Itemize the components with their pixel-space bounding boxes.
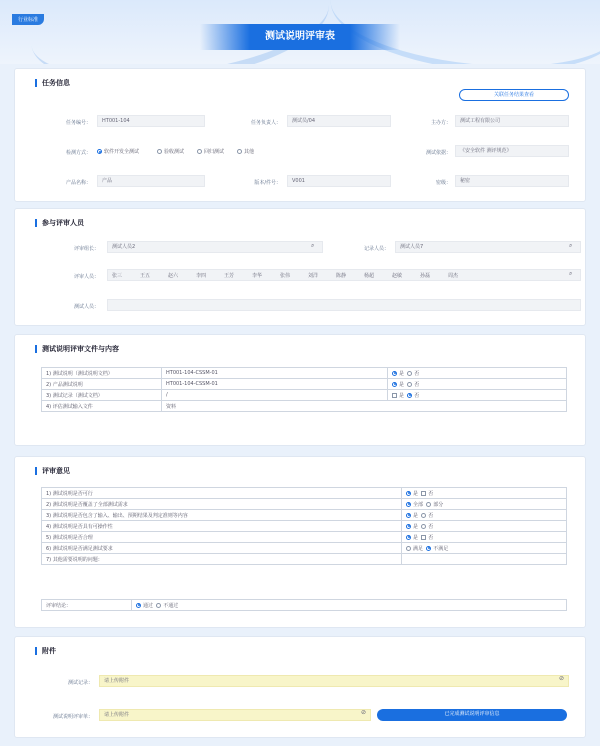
- member-name: 赵六: [168, 273, 179, 279]
- attach-card: [14, 636, 586, 738]
- radio-checked-icon: [406, 535, 411, 540]
- test-type-option[interactable]: 验收测试: [157, 148, 184, 155]
- secret-field[interactable]: 秘密: [455, 175, 569, 187]
- paperclip-icon[interactable]: ⊘: [559, 675, 565, 682]
- section-title: 附件: [35, 647, 56, 655]
- table-row: [42, 401, 567, 412]
- section-title: 评审意见: [35, 467, 70, 475]
- row-label: 4) 测试说明是否具有可操作性: [42, 521, 402, 532]
- row-options[interactable]: 是 否: [388, 390, 567, 401]
- radio-icon: [237, 149, 242, 154]
- org-label: 主办方：: [430, 120, 451, 126]
- row-value[interactable]: /: [162, 390, 388, 401]
- radio-icon: [156, 603, 161, 608]
- row-value[interactable]: HT001-104-CSSM-01: [162, 368, 388, 379]
- radio-icon: [406, 546, 411, 551]
- row-options[interactable]: 是 否: [402, 510, 567, 521]
- row-label: 3) 测试记录（测试文档）: [42, 390, 162, 401]
- opinion-card: [14, 456, 586, 628]
- row-label: 3) 测试说明是否包含了输入、输出、预期结果及判定准则等内容: [42, 510, 402, 521]
- row-label: 5) 测试说明是否合理: [42, 532, 402, 543]
- radio-icon: [421, 513, 426, 518]
- search-icon[interactable]: ⌕: [311, 242, 315, 249]
- radio-icon: [426, 502, 431, 507]
- page-header: [0, 0, 600, 64]
- row-options[interactable]: 是 否: [388, 368, 567, 379]
- radio-icon: [421, 524, 426, 529]
- row-label: 4) 评估测试输入文件: [42, 401, 162, 412]
- docs-card: [14, 334, 586, 446]
- badge: 行业标准: [12, 14, 44, 25]
- docs-table: [41, 367, 567, 412]
- row-label: 2) 产品测试说明: [42, 379, 162, 390]
- task-no-label: 任务编号：: [65, 120, 91, 126]
- radio-checked-icon: [392, 371, 397, 376]
- leader-label: 评审组长：: [73, 246, 99, 252]
- member-name: 赵敏: [392, 273, 403, 279]
- radio-checked-icon: [426, 546, 431, 551]
- product-label: 产品名称：: [65, 180, 91, 186]
- member-name: 张三: [112, 273, 123, 279]
- checkbox-icon: [421, 491, 426, 496]
- owner-label: 任务负责人：: [250, 120, 281, 126]
- member-name: 孙磊: [420, 273, 431, 279]
- test-type-option[interactable]: 回归测试: [197, 148, 224, 155]
- table-row: [42, 379, 567, 390]
- table-row: [42, 390, 567, 401]
- search-icon[interactable]: ⌕: [569, 270, 573, 277]
- paperclip-icon[interactable]: ⊘: [361, 709, 367, 716]
- file2-field[interactable]: 请上传附件: [99, 709, 371, 721]
- testers-field[interactable]: [107, 299, 581, 311]
- radio-checked-icon: [392, 382, 397, 387]
- row-value[interactable]: 资料: [162, 401, 567, 412]
- member-name: 陈静: [336, 273, 347, 279]
- radio-icon: [157, 149, 162, 154]
- row-label: 6) 测试说明是否满足测试要求: [42, 543, 402, 554]
- checkbox-icon: [421, 535, 426, 540]
- version-label: 版本/件号：: [254, 180, 281, 186]
- radio-checked-icon: [406, 513, 411, 518]
- table-row: [42, 521, 567, 532]
- radio-checked-icon: [136, 603, 141, 608]
- checkbox-icon: [392, 393, 397, 398]
- row-options[interactable]: 全部 部分: [402, 499, 567, 510]
- table-row: [42, 532, 567, 543]
- recorder-field[interactable]: 测试人员7: [395, 241, 581, 253]
- row-label: 7) 其他需要说明的问题：: [42, 554, 402, 565]
- member-name: 刘洋: [308, 273, 319, 279]
- radio-checked-icon: [406, 502, 411, 507]
- row-value[interactable]: HT001-104-CSSM-01: [162, 379, 388, 390]
- radio-checked-icon: [407, 393, 412, 398]
- radio-icon: [407, 382, 412, 387]
- test-basis-label: 测试依据：: [425, 150, 451, 156]
- member-name: 王芳: [224, 273, 235, 279]
- table-row: [42, 488, 567, 499]
- row-options[interactable]: 是 否: [388, 379, 567, 390]
- file1-field[interactable]: 请上传附件: [99, 675, 569, 687]
- version-field[interactable]: V001: [287, 175, 391, 187]
- member-name: 张伟: [280, 273, 291, 279]
- section-title: 测试说明评审文件与内容: [35, 345, 119, 353]
- table-row: [42, 600, 567, 611]
- radio-checked-icon: [406, 491, 411, 496]
- table-row: [42, 554, 567, 565]
- owner-field[interactable]: 测试员/04: [287, 115, 391, 127]
- test-basis-field[interactable]: 《安全软件 测评规范》: [455, 145, 569, 157]
- test-type-label: 检测方式：: [65, 150, 91, 156]
- product-field[interactable]: 产品: [97, 175, 205, 187]
- conclusion-table: [41, 599, 567, 611]
- row-value[interactable]: [402, 554, 567, 565]
- test-type-option[interactable]: 其他: [237, 148, 254, 155]
- row-options[interactable]: 是 否: [402, 488, 567, 499]
- radio-checked-icon: [406, 524, 411, 529]
- member-name: 李四: [196, 273, 207, 279]
- members-label: 评审人员：: [73, 274, 99, 280]
- recorder-label: 记录人员：: [363, 246, 389, 252]
- members-field[interactable]: [107, 269, 581, 281]
- table-row: [42, 510, 567, 521]
- radio-icon: [197, 149, 202, 154]
- row-label: 1) 测试说明是否可行: [42, 488, 402, 499]
- member-name: 周杰: [448, 273, 459, 279]
- conclusion-options[interactable]: 通过 不通过: [132, 600, 567, 611]
- section-title: 任务信息: [35, 79, 70, 87]
- conclusion-label: 评审结论：: [42, 600, 132, 611]
- secret-label: 密级：: [435, 180, 451, 186]
- testers-label: 测试人员：: [73, 304, 99, 310]
- file2-label: 测试说明评审单：: [52, 714, 93, 720]
- leader-field[interactable]: 测试人员2: [107, 241, 323, 253]
- task-no-field[interactable]: HT001-104: [97, 115, 205, 127]
- reviewers-card: [14, 208, 586, 326]
- search-icon[interactable]: ⌕: [569, 242, 573, 249]
- radio-icon: [407, 371, 412, 376]
- row-options[interactable]: 是 否: [402, 521, 567, 532]
- row-options[interactable]: 是 否: [402, 532, 567, 543]
- org-field[interactable]: 测试工程有限公司: [455, 115, 569, 127]
- view-task-result-button[interactable]: 关联任务结果查看: [459, 89, 569, 101]
- member-name: 李华: [252, 273, 263, 279]
- radio-checked-icon: [97, 149, 102, 154]
- member-name: 王五: [140, 273, 151, 279]
- test-type-option[interactable]: 软件开发全测试: [97, 148, 139, 155]
- table-row: [42, 499, 567, 510]
- section-title: 参与评审人员: [35, 219, 84, 227]
- table-row: [42, 368, 567, 379]
- page-title: 测试说明评审表: [200, 24, 400, 50]
- table-row: [42, 543, 567, 554]
- row-label: 1) 测试说明（测试说明文档）: [42, 368, 162, 379]
- task-info-card: [14, 68, 586, 202]
- opinion-table: [41, 487, 567, 565]
- row-options[interactable]: 满足 不满足: [402, 543, 567, 554]
- file1-label: 测试记录：: [67, 680, 93, 686]
- submit-button[interactable]: 已完成测试说明评审信息: [377, 709, 567, 721]
- member-name: 杨超: [364, 273, 375, 279]
- row-label: 2) 测试说明是否覆盖了全部测试需求: [42, 499, 402, 510]
